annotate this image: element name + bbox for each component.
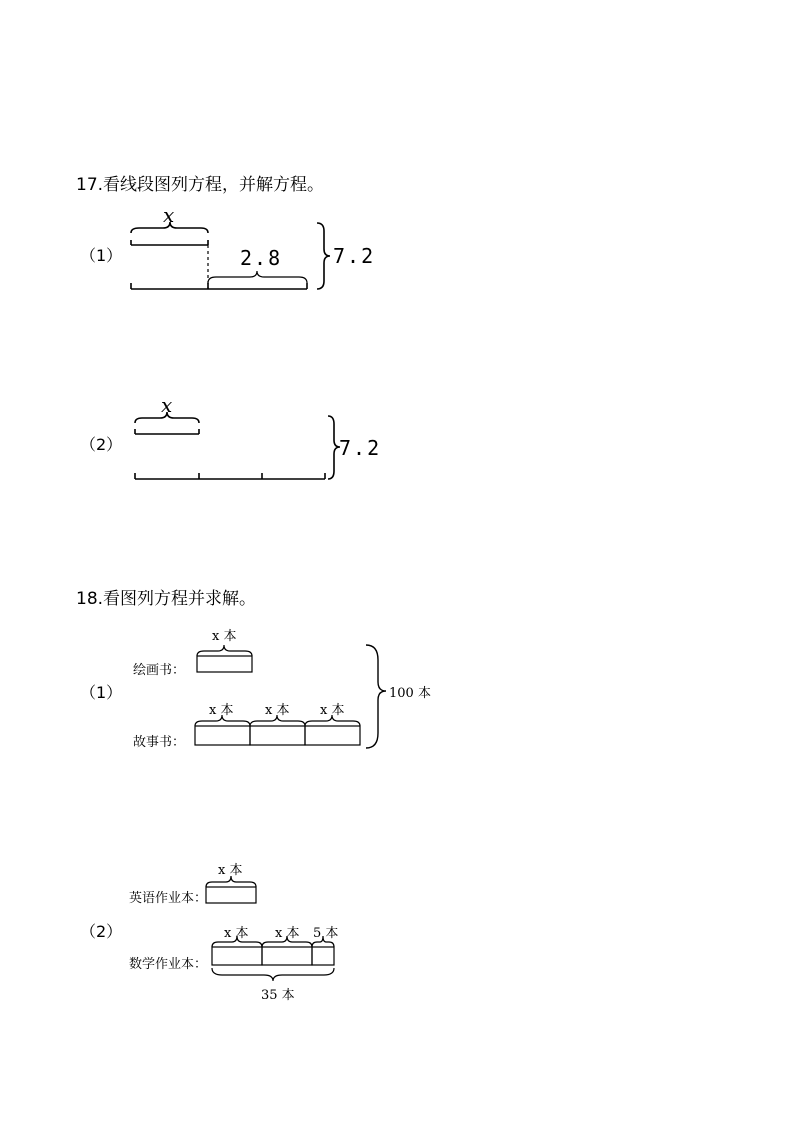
q17-part1-total: 7.2 — [333, 244, 376, 268]
q18-part2-row1-unit: x 本 — [218, 863, 243, 878]
q18-part1-row2-unit-3: x 本 — [320, 703, 345, 718]
q18-part2-row2-label: 数学作业本： — [129, 957, 208, 972]
question-17-title: 17.看线段图列方程，并解方程。 — [76, 175, 325, 195]
q17-part2-total: 7.2 — [339, 436, 382, 460]
q18-part2-row2-unit-2: x 本 — [275, 926, 300, 941]
q18-part1-row1-label: 绘画书： — [133, 663, 186, 678]
q18-part1-row1-unit: x 本 — [212, 629, 237, 644]
q18-part2-row2-unit-3: 5 本 — [313, 926, 339, 941]
q17-part2-variable: x — [161, 393, 173, 417]
q18-part2-row2-box-3 — [312, 947, 334, 965]
question-18-title: 18.看图列方程并求解。 — [76, 589, 257, 609]
q18-part2-row2-unit-1: x 本 — [224, 926, 249, 941]
q18-part2-label: （2） — [80, 922, 123, 941]
q18-part2-row2-box-2 — [262, 947, 312, 965]
q18-part1-total: 100 本 — [389, 686, 431, 701]
q18-part2-row1-label: 英语作业本： — [129, 891, 208, 906]
q17-part1-label: （1） — [80, 246, 123, 265]
q18-part2-total: 35 本 — [261, 988, 295, 1003]
q18-part2-row1-box — [206, 887, 256, 903]
q18-part1-row2-unit-2: x 本 — [265, 703, 290, 718]
q17-part1-variable: x — [163, 203, 175, 227]
q17-part2-label: （2） — [80, 435, 123, 454]
q18-part1-label: （1） — [80, 683, 123, 702]
q18-part2-row2-box-1 — [212, 947, 262, 965]
q18-part1-row2-unit-1: x 本 — [209, 703, 234, 718]
q17-part1-part-value: 2.8 — [240, 246, 283, 270]
q18-part1-row2-label: 故事书： — [133, 735, 186, 750]
q18-part2-row1-brace — [206, 876, 256, 887]
q18-part2-total-brace — [212, 968, 334, 981]
